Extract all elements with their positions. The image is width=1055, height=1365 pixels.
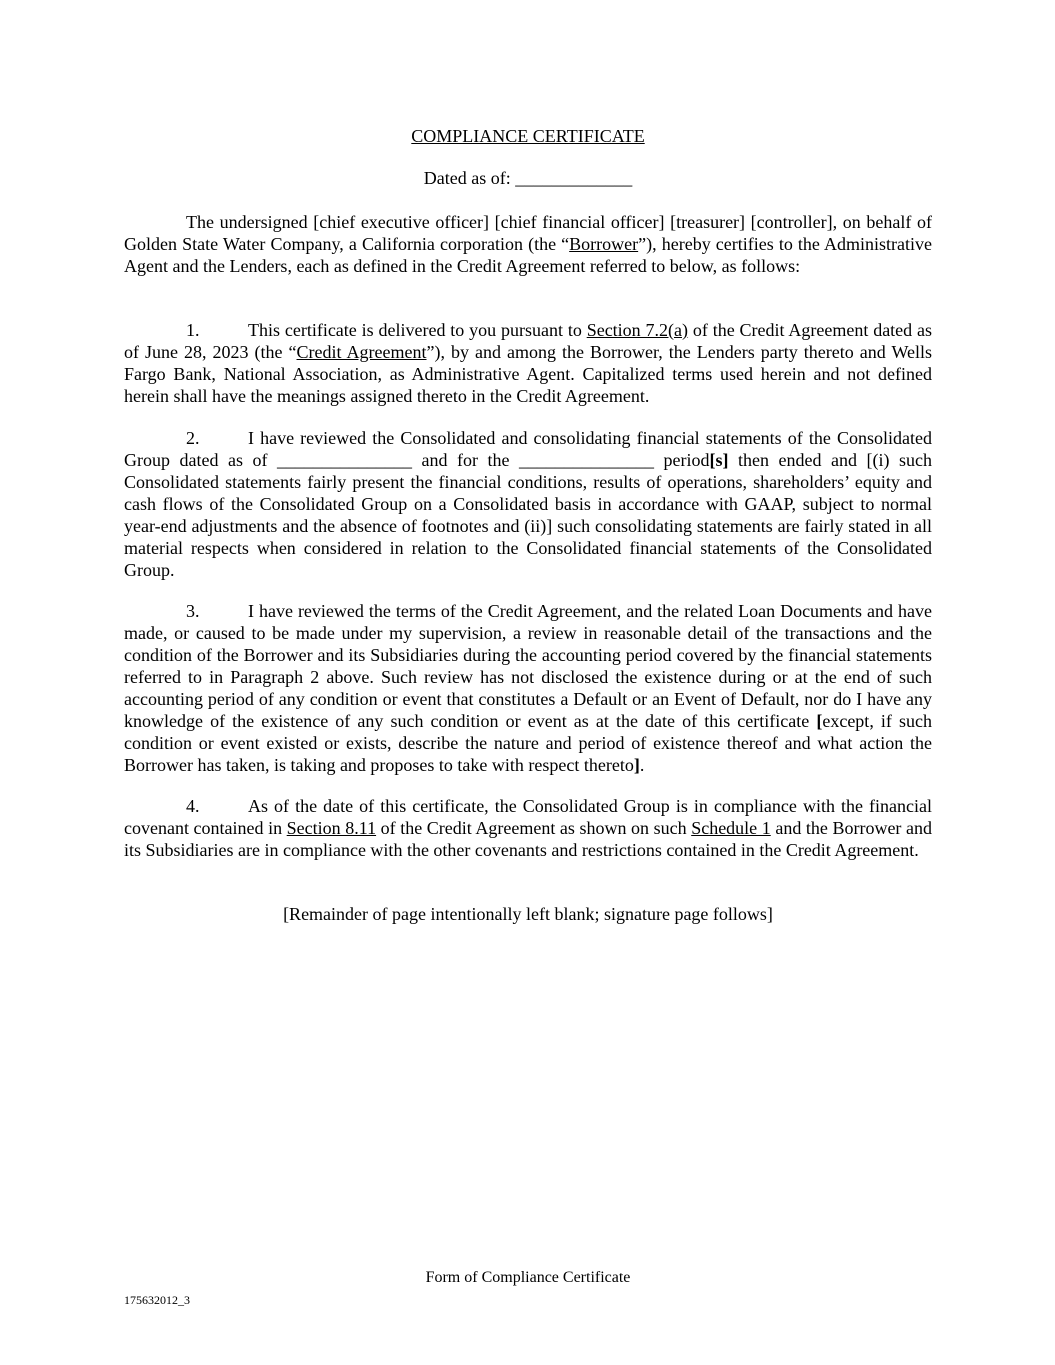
dated-line — [124, 167, 932, 189]
p2-blank-date: _______________ — [277, 450, 413, 470]
p3-open-bracket: [ — [816, 711, 823, 731]
paragraph-4-number: 4. — [186, 796, 200, 816]
footer-document-id: 175632012_3 — [124, 1293, 190, 1307]
intro-text-b: ”), hereby certifies to the Administrative Agent and the Lenders, each as defined in the Credit Agreement referred to below, as follows: — [124, 234, 932, 276]
footer-title: Form of Compliance Certificate — [425, 1269, 631, 1286]
paragraph-4 — [124, 795, 932, 861]
p4-text-c: and the Borrower and its Subsidiaries are in compliance with the other covenants and restrictions contained in the Credit Agreement. — [124, 818, 932, 860]
paragraph-2 — [124, 427, 932, 581]
paragraph-1 — [124, 319, 932, 407]
p3-text-b: except, if such condition or event existed or exists, describe the nature and period of existence thereof and what action the Borrower has taken, is taking and proposes to take with respect thereto — [124, 711, 932, 775]
section-8-11-reference: Section 8.11 — [286, 818, 377, 838]
p3-close-bracket: ] — [633, 755, 640, 775]
p1-text-c: ”), by and among the Borrower, the Lenders party thereto and Wells Fargo Bank, National Association, as Administrative Agent. Capitalized terms used herein and not defined herein shall have the meanings assigned thereto in the Credit Agreement. — [124, 342, 932, 406]
p2-bracket-s: [s] — [709, 450, 729, 470]
p2-text-b: and for the — [412, 450, 520, 470]
credit-agreement-term: Credit Agreement — [296, 342, 427, 362]
p1-text-a: This certificate is delivered to you pursuant to — [248, 320, 587, 340]
intro-text-a: The undersigned [chief executive officer] [chief financial officer] [treasurer] [controller], on behalf of Golden State Water Company, a California corporation (the “ — [124, 212, 932, 254]
p1-text-b: of the Credit Agreement dated as of June 28, 2023 (the “ — [124, 320, 933, 362]
p2-text-a: I have reviewed the Consolidated and consolidating financial statements of the Consolidated Group dated as of — [124, 428, 932, 470]
p2-blank-period: _______________ — [519, 450, 655, 470]
p2-text-c: period — [654, 450, 710, 470]
document-page — [124, 0, 932, 1365]
paragraph-3-number: 3. — [186, 601, 200, 621]
p3-text-a: I have reviewed the terms of the Credit Agreement, and the related Loan Documents and have made, or caused to be made under my supervision, a review in reasonable detail of the transactions and the condition of the Borrower and its Subsidiaries during the accounting period covered by the financial statements referred to in Paragraph 2 above. Such review has not disclosed the existence during or at the end of such accounting period of any condition or event that constitutes a Default or an Event of Default, nor do I have any knowledge of the existence of any such condition or event as at the date of this certificate — [124, 601, 932, 731]
intro-paragraph — [124, 211, 932, 277]
p2-text-d: then ended and [(i) such Consolidated statements fairly present the financial conditions, results of operations, shareholders’ equity and cash flows of the Consolidated Group on a Consolidated basis in accordance with GAAP, subject to normal year-end adjustments and the absence of footnotes and (ii)] such consolidating statements are fairly stated in all material respects when considered in relation to the Consolidated financial statements of the Consolidated Group. — [124, 450, 933, 580]
page-title: COMPLIANCE CERTIFICATE — [411, 126, 645, 146]
p3-text-c: . — [639, 755, 645, 775]
dated-label: Dated as of: — [423, 168, 511, 188]
dated-blank: _____________ — [515, 168, 633, 188]
paragraph-3 — [124, 600, 932, 776]
remainder-note: [Remainder of page intentionally left blank; signature page follows] — [283, 904, 773, 924]
p4-text-a: As of the date of this certificate, the Consolidated Group is in compliance with the financial covenant contained in — [124, 796, 932, 838]
borrower-term: Borrower — [569, 234, 639, 254]
p4-text-b: of the Credit Agreement as shown on such — [376, 818, 692, 838]
section-7-2a-reference: Section 7.2(a) — [586, 320, 689, 340]
paragraph-1-number: 1. — [186, 320, 200, 340]
schedule-1-reference: Schedule 1 — [691, 818, 771, 838]
paragraph-2-number: 2. — [186, 428, 200, 448]
